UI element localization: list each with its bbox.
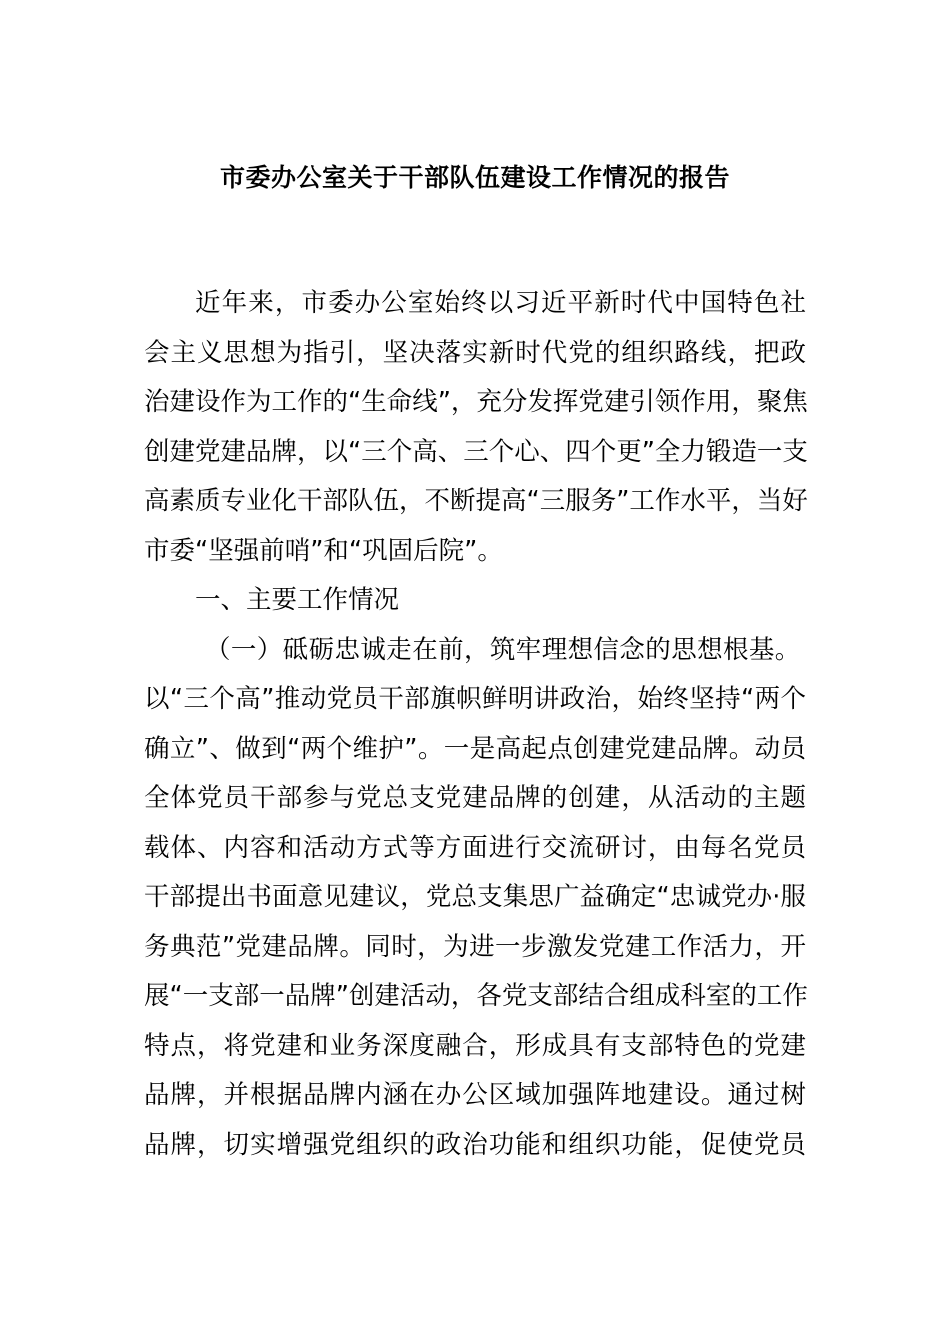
paragraph-line: 品牌，切实增强党组织的政治功能和组织功能，促使党员 — [144, 1129, 806, 1160]
document-title: 市委办公室关于干部队伍建设工作情况的报告 — [219, 163, 730, 192]
paragraph-line: 确立”、做到“两个维护”。一是高起点创建党建品牌。动员 — [144, 733, 806, 764]
paragraph-line: 高素质专业化干部队伍，不断提高“三服务”工作水平，当好 — [144, 486, 808, 516]
paragraph-line: 品牌，并根据品牌内涵在办公区域加强阵地建设。通过树 — [144, 1080, 806, 1110]
document-body — [144, 279, 806, 1170]
paragraph-line: 特点，将党建和业务深度融合，形成具有支部特色的党建 — [144, 1030, 806, 1061]
subsection-heading: （一）砥砺忠诚走在前，筑牢理想信念的思想根基。 — [205, 634, 801, 665]
paragraph-line: 以“三个高”推动党员干部旗帜鲜明讲政治，始终坚持“两个 — [144, 684, 806, 714]
paragraph-line: 创建党建品牌，以“三个高、三个心、四个更”全力锻造一支 — [144, 436, 808, 467]
paragraph-line: 近年来，市委办公室始终以习近平新时代中国特色社 — [195, 288, 806, 318]
paragraph-line: 市委“坚强前哨”和“巩固后院”。 — [144, 535, 503, 566]
paragraph-line: 全体党员干部参与党总支党建品牌的创建，从活动的主题 — [144, 783, 806, 813]
paragraph-line: 干部提出书面意见建议，党总支集思广益确定“忠诚党办·服 — [144, 882, 806, 912]
paragraph-line: 务典范”党建品牌。同时，为进一步激发党建工作活力，开 — [144, 931, 806, 962]
paragraph-line: 会主义思想为指引，坚决落实新时代党的组织路线，把政 — [144, 337, 806, 368]
paragraph-line: 展“一支部一品牌”创建活动，各党支部结合组成科室的工作 — [144, 981, 808, 1011]
paragraph-line: 治建设作为工作的“生命线”，充分发挥党建引领作用，聚焦 — [144, 387, 808, 417]
section-heading: 一、主要工作情况 — [195, 585, 400, 615]
paragraph-line: 载体、内容和活动方式等方面进行交流研讨，由每名党员 — [144, 832, 806, 863]
